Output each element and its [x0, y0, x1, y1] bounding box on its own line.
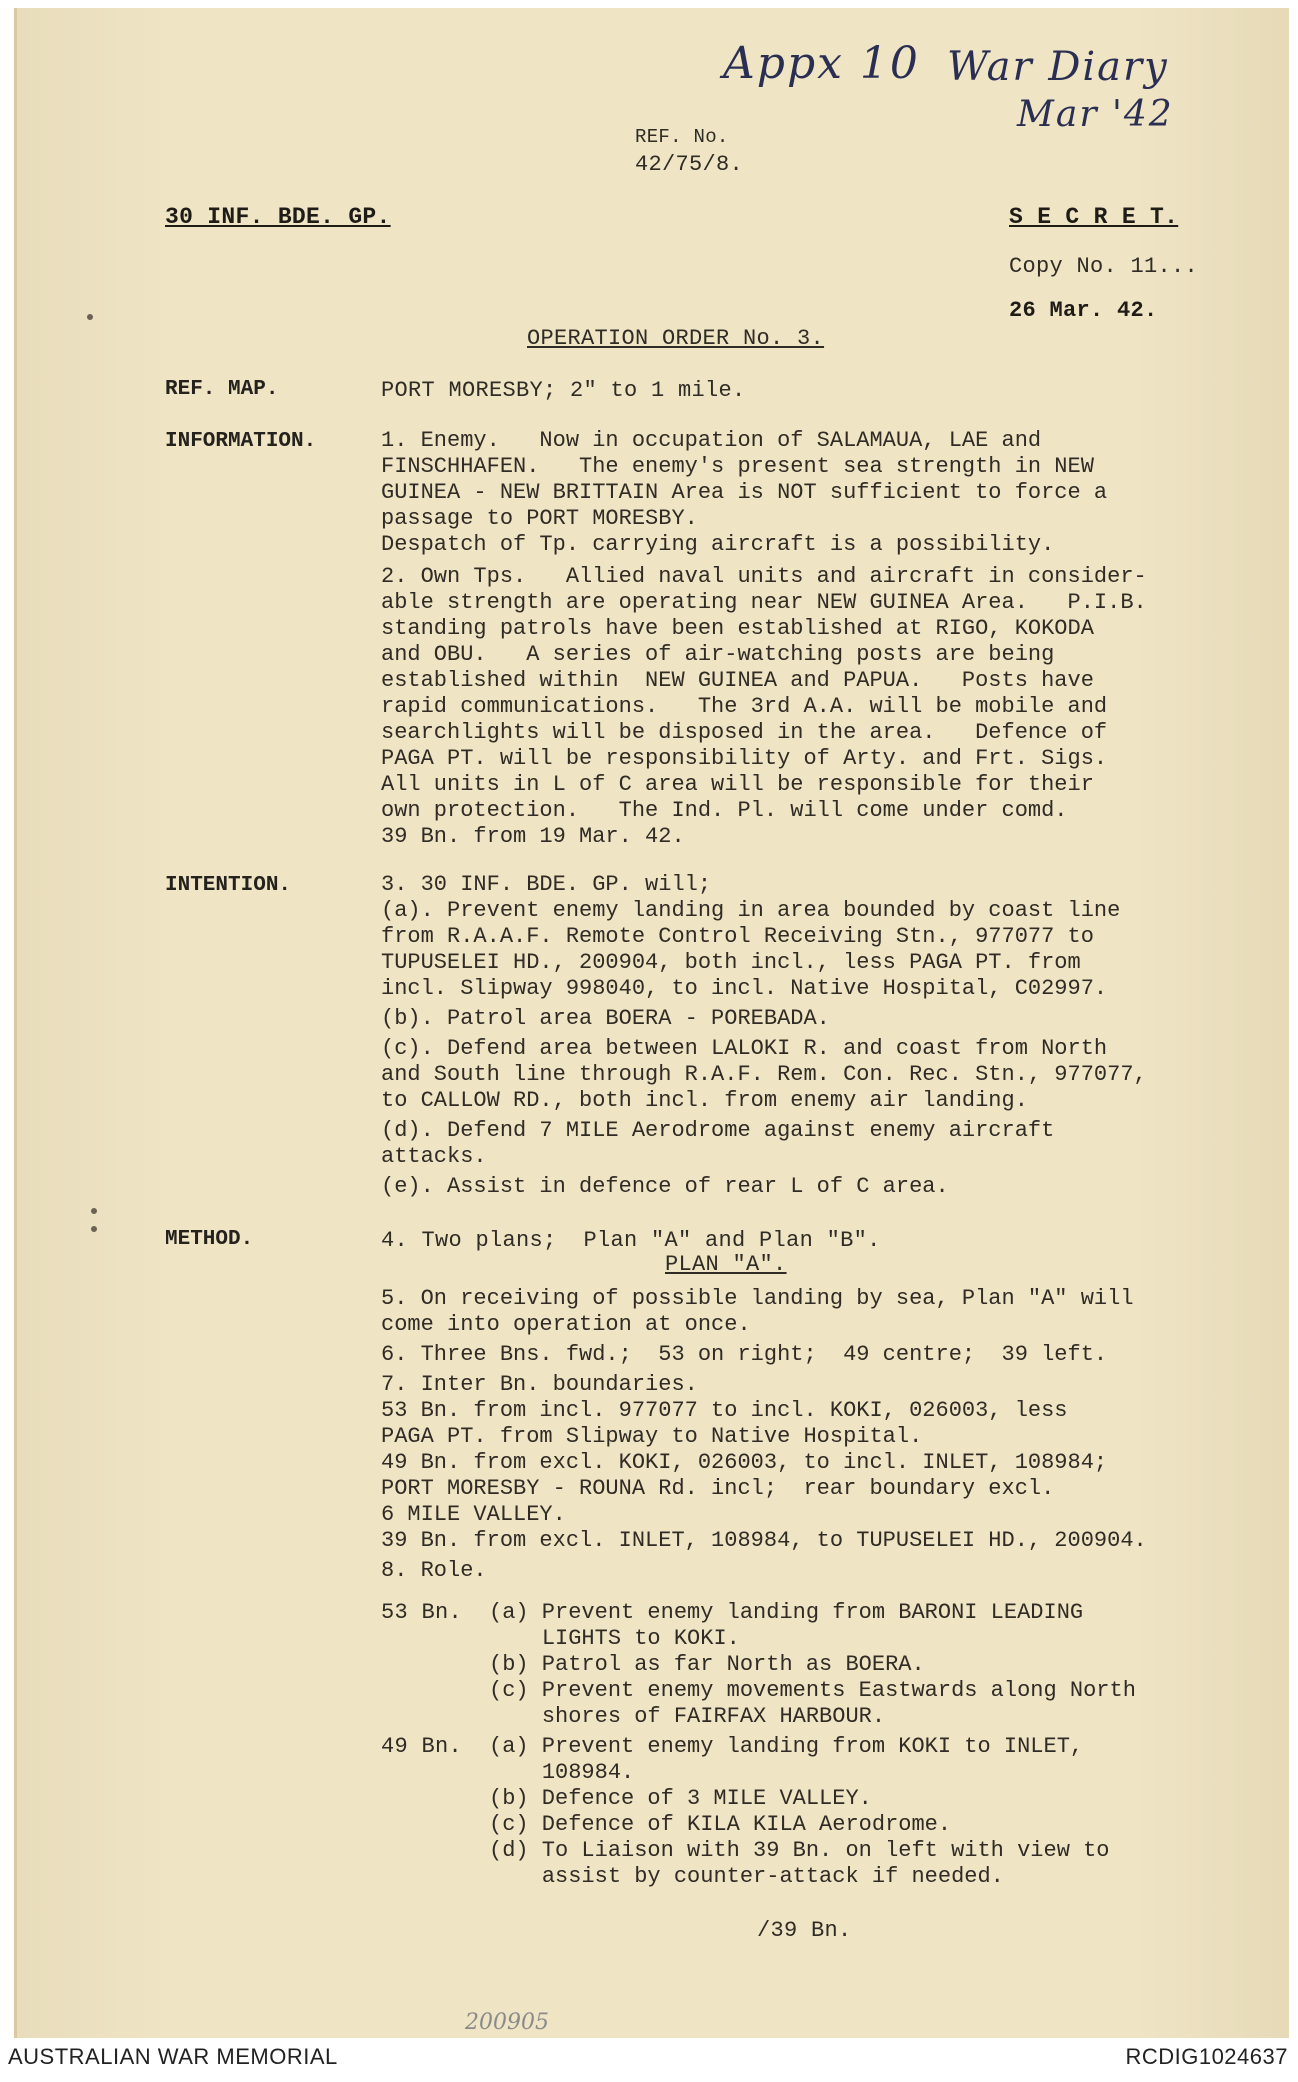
role-49-unit: 49 Bn.: [381, 1734, 463, 1759]
punch-hole: [87, 314, 93, 320]
information-body: [381, 428, 1281, 850]
role-item: LIGHTS to KOKI.: [489, 1626, 740, 1651]
intention-body: [381, 872, 1281, 1200]
information-label: INFORMATION.: [165, 430, 317, 453]
handwritten-appx: Appx 10: [723, 38, 920, 89]
method-line: PAGA PT. from Slipway to Native Hospital.: [381, 1424, 923, 1449]
role-49-items: [489, 1734, 1289, 1890]
intention-line: (e). Assist in defence of rear L of C area.: [381, 1174, 949, 1199]
ref-map-text: PORT MORESBY; 2" to 1 mile.: [381, 378, 746, 403]
method-line: 39 Bn. from excl. INLET, 108984, to TUPUSELEI HD., 200904.: [381, 1528, 1147, 1553]
role-item: (b) Patrol as far North as BOERA.: [489, 1652, 925, 1677]
method-line: come into operation at once.: [381, 1312, 751, 1337]
plan-a-heading: PLAN "A".: [665, 1252, 787, 1277]
intention-line: (a). Prevent enemy landing in area bounded by coast line: [381, 898, 1121, 923]
intention-line: (d). Defend 7 MILE Aerodrome against enemy aircraft: [381, 1118, 1055, 1143]
document-date: 26 Mar. 42.: [1009, 298, 1158, 323]
method-label: METHOD.: [165, 1228, 254, 1251]
punch-hole: [91, 1208, 97, 1214]
ref-label: REF. No.: [635, 126, 729, 148]
pencil-folio-number: 200905: [465, 2010, 549, 2035]
handwritten-war-diary: War Diary: [947, 44, 1169, 90]
role-53-items: [489, 1600, 1289, 1730]
intention-line: from R.A.A.F. Remote Control Receiving Stn., 977077 to: [381, 924, 1094, 949]
info-line: established within NEW GUINEA and PAPUA. Posts have: [381, 668, 1094, 693]
role-item: (c) Defence of KILA KILA Aerodrome.: [489, 1812, 952, 1837]
info-line: Despatch of Tp. carrying aircraft is a possibility.: [381, 532, 1055, 557]
info-line: FINSCHHAFEN. The enemy's present sea strength in NEW: [381, 454, 1094, 479]
info-line: GUINEA - NEW BRITTAIN Area is NOT sufficient to force a: [381, 480, 1108, 505]
ref-map-label: REF. MAP.: [165, 378, 279, 401]
intention-line: to CALLOW RD., both incl. from enemy air landing.: [381, 1088, 1028, 1113]
method-line: 53 Bn. from incl. 977077 to incl. KOKI, 026003, less: [381, 1398, 1068, 1423]
ref-number: 42/75/8.: [635, 152, 744, 177]
role-item: 108984.: [489, 1760, 635, 1785]
role-item: (a) Prevent enemy landing from KOKI to INLET,: [489, 1734, 1084, 1759]
intention-line: attacks.: [381, 1144, 487, 1169]
intention-line: (b). Patrol area BOERA - POREBADA.: [381, 1006, 830, 1031]
handwritten-date: Mar '42: [1017, 94, 1174, 135]
info-line: and OBU. A series of air-watching posts are being: [381, 642, 1055, 667]
info-line: 39 Bn. from 19 Mar. 42.: [381, 824, 685, 849]
plans-line: 4. Two plans; Plan "A" and Plan "B".: [381, 1228, 881, 1253]
method-line: PORT MORESBY - ROUNA Rd. incl; rear boundary excl.: [381, 1476, 1055, 1501]
info-line: searchlights will be disposed in the area. Defence of: [381, 720, 1108, 745]
role-item: assist by counter-attack if needed.: [489, 1864, 1004, 1889]
info-line: All units in L of C area will be responsible for their: [381, 772, 1094, 797]
role-item: shores of FAIRFAX HARBOUR.: [489, 1704, 886, 1729]
intention-line: (c). Defend area between LALOKI R. and coast from North: [381, 1036, 1108, 1061]
order-title: OPERATION ORDER No. 3.: [527, 326, 825, 351]
role-item: (a) Prevent enemy landing from BARONI LEADING: [489, 1600, 1084, 1625]
info-line: able strength are operating near NEW GUINEA Area. P.I.B.: [381, 590, 1147, 615]
method-line: 6. Three Bns. fwd.; 53 on right; 49 centre; 39 left.: [381, 1342, 1108, 1367]
unit-heading: 30 INF. BDE. GP.: [165, 204, 391, 230]
document-page: [14, 8, 1289, 2038]
info-line: rapid communications. The 3rd A.A. will be mobile and: [381, 694, 1108, 719]
copy-number: Copy No. 11...: [1009, 254, 1199, 279]
footer-archive-id: RCDIG1024637: [1125, 2044, 1288, 2069]
method-line: 7. Inter Bn. boundaries.: [381, 1372, 698, 1397]
method-line: 6 MILE VALLEY.: [381, 1502, 566, 1527]
method-line: 8. Role.: [381, 1558, 487, 1583]
role-53-unit: 53 Bn.: [381, 1600, 463, 1625]
classification-secret: S E C R E T.: [1009, 204, 1179, 230]
info-line: passage to PORT MORESBY.: [381, 506, 698, 531]
info-line: 2. Own Tps. Allied naval units and aircraft in consider-: [381, 564, 1147, 589]
method-line: 5. On receiving of possible landing by sea, Plan "A" will: [381, 1286, 1134, 1311]
method-line: 49 Bn. from excl. KOKI, 026003, to incl. INLET, 108984;: [381, 1450, 1108, 1475]
intention-line: TUPUSELEI HD., 200904, both incl., less PAGA PT. from: [381, 950, 1081, 975]
punch-hole: [91, 1226, 97, 1232]
role-item: (c) Prevent enemy movements Eastwards along North: [489, 1678, 1136, 1703]
info-line: standing patrols have been established at RIGO, KOKODA: [381, 616, 1094, 641]
intention-label: INTENTION.: [165, 874, 292, 897]
intention-line: and South line through R.A.F. Rem. Con. Rec. Stn., 977077,: [381, 1062, 1147, 1087]
info-line: PAGA PT. will be responsibility of Arty. and Frt. Sigs.: [381, 746, 1108, 771]
info-line: own protection. The Ind. Pl. will come under comd.: [381, 798, 1068, 823]
method-body: [381, 1286, 1281, 1584]
footer-archive-name: AUSTRALIAN WAR MEMORIAL: [8, 2044, 338, 2069]
intention-line: 3. 30 INF. BDE. GP. will;: [381, 872, 712, 897]
role-item: (b) Defence of 3 MILE VALLEY.: [489, 1786, 872, 1811]
role-item: (d) To Liaison with 39 Bn. on left with view to: [489, 1838, 1110, 1863]
continuation-marker: /39 Bn.: [757, 1918, 852, 1943]
intention-line: incl. Slipway 998040, to incl. Native Hospital, C02997.: [381, 976, 1108, 1001]
info-line: 1. Enemy. Now in occupation of SALAMAUA, LAE and: [381, 428, 1042, 453]
